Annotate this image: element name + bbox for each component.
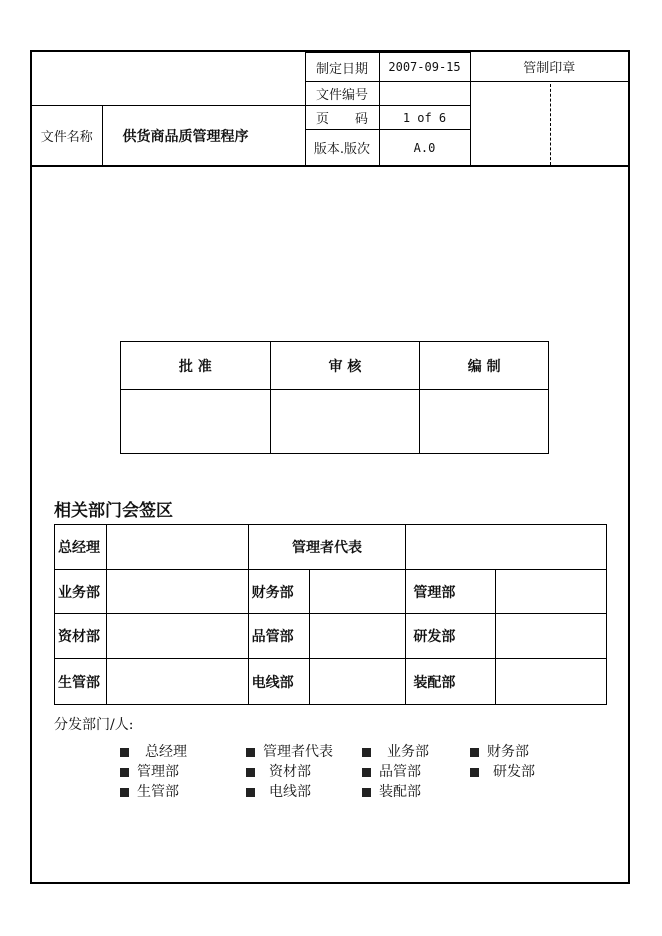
document-header — [32, 52, 628, 166]
review-header: 审 核 — [270, 342, 420, 390]
document-page — [30, 50, 630, 884]
version-value: A.0 — [379, 130, 470, 166]
prepare-header: 编 制 — [420, 342, 549, 390]
general-manager-label: 总经理 — [55, 525, 107, 570]
doc-no-value — [379, 82, 470, 106]
approve-signature-cell[interactable] — [121, 390, 271, 454]
checkbox-square-icon — [120, 788, 129, 797]
checkbox-square-icon — [120, 768, 129, 777]
checkbox-square-icon — [362, 768, 371, 777]
materials-sign-cell[interactable] — [106, 614, 248, 659]
version-label: 版本.版次 — [305, 130, 379, 166]
finance-sign-cell[interactable] — [309, 570, 406, 614]
checkbox-square-icon — [246, 768, 255, 777]
doc-name-label: 文件名称 — [32, 106, 102, 166]
dist-item[interactable]: 品管部 — [362, 761, 421, 781]
page-label: 页 码 — [305, 106, 379, 130]
dist-item[interactable]: 资材部 — [246, 761, 311, 781]
management-label: 管理部 — [406, 570, 496, 614]
date-label: 制定日期 — [305, 53, 379, 82]
finance-label: 财务部 — [248, 570, 309, 614]
dist-item[interactable]: 管理部 — [120, 761, 179, 781]
dist-item[interactable]: 装配部 — [362, 781, 421, 801]
header-bottom-rule — [32, 165, 628, 167]
production-label: 生管部 — [55, 659, 107, 705]
checkbox-square-icon — [470, 748, 479, 757]
checkbox-square-icon — [470, 768, 479, 777]
sign-area-title: 相关部门会签区 — [54, 501, 173, 521]
management-sign-cell[interactable] — [496, 570, 607, 614]
dist-item[interactable]: 总经理 — [120, 741, 187, 761]
sign-area-table — [54, 524, 607, 705]
business-sign-cell[interactable] — [106, 570, 248, 614]
control-stamp-area — [470, 82, 628, 166]
rnd-sign-cell[interactable] — [496, 614, 607, 659]
checkbox-square-icon — [362, 748, 371, 757]
cable-label: 电线部 — [248, 659, 309, 705]
prepare-signature-cell[interactable] — [420, 390, 549, 454]
dist-item[interactable]: 研发部 — [470, 761, 535, 781]
quality-sign-cell[interactable] — [309, 614, 406, 659]
dist-item[interactable]: 财务部 — [470, 741, 529, 761]
control-stamp-label: 管制印章 — [470, 53, 628, 82]
checkbox-square-icon — [246, 788, 255, 797]
checkbox-square-icon — [120, 748, 129, 757]
approve-header: 批 准 — [121, 342, 271, 390]
production-sign-cell[interactable] — [106, 659, 248, 705]
dist-item[interactable]: 业务部 — [362, 741, 429, 761]
cable-sign-cell[interactable] — [309, 659, 406, 705]
dist-item[interactable]: 生管部 — [120, 781, 179, 801]
business-label: 业务部 — [55, 570, 107, 614]
page-value: 1 of 6 — [379, 106, 470, 130]
header-blank — [32, 53, 305, 106]
rnd-label: 研发部 — [406, 614, 496, 659]
materials-label: 资材部 — [55, 614, 107, 659]
assembly-label: 装配部 — [406, 659, 496, 705]
checkbox-square-icon — [246, 748, 255, 757]
stamp-dashed-divider — [550, 84, 551, 165]
dist-item[interactable]: 电线部 — [246, 781, 311, 801]
date-value: 2007-09-15 — [379, 53, 470, 82]
approval-table — [120, 341, 549, 454]
review-signature-cell[interactable] — [270, 390, 420, 454]
assembly-sign-cell[interactable] — [496, 659, 607, 705]
quality-label: 品管部 — [248, 614, 309, 659]
distribution-title: 分发部门/人: — [54, 717, 134, 733]
doc-no-label: 文件编号 — [305, 82, 379, 106]
mgmt-rep-label: 管理者代表 — [248, 525, 406, 570]
doc-name-value: 供货商品质管理程序 — [102, 106, 305, 166]
general-manager-sign-cell[interactable] — [106, 525, 248, 570]
dist-item[interactable]: 管理者代表 — [246, 741, 333, 761]
checkbox-square-icon — [362, 788, 371, 797]
mgmt-rep-sign-cell[interactable] — [406, 525, 607, 570]
